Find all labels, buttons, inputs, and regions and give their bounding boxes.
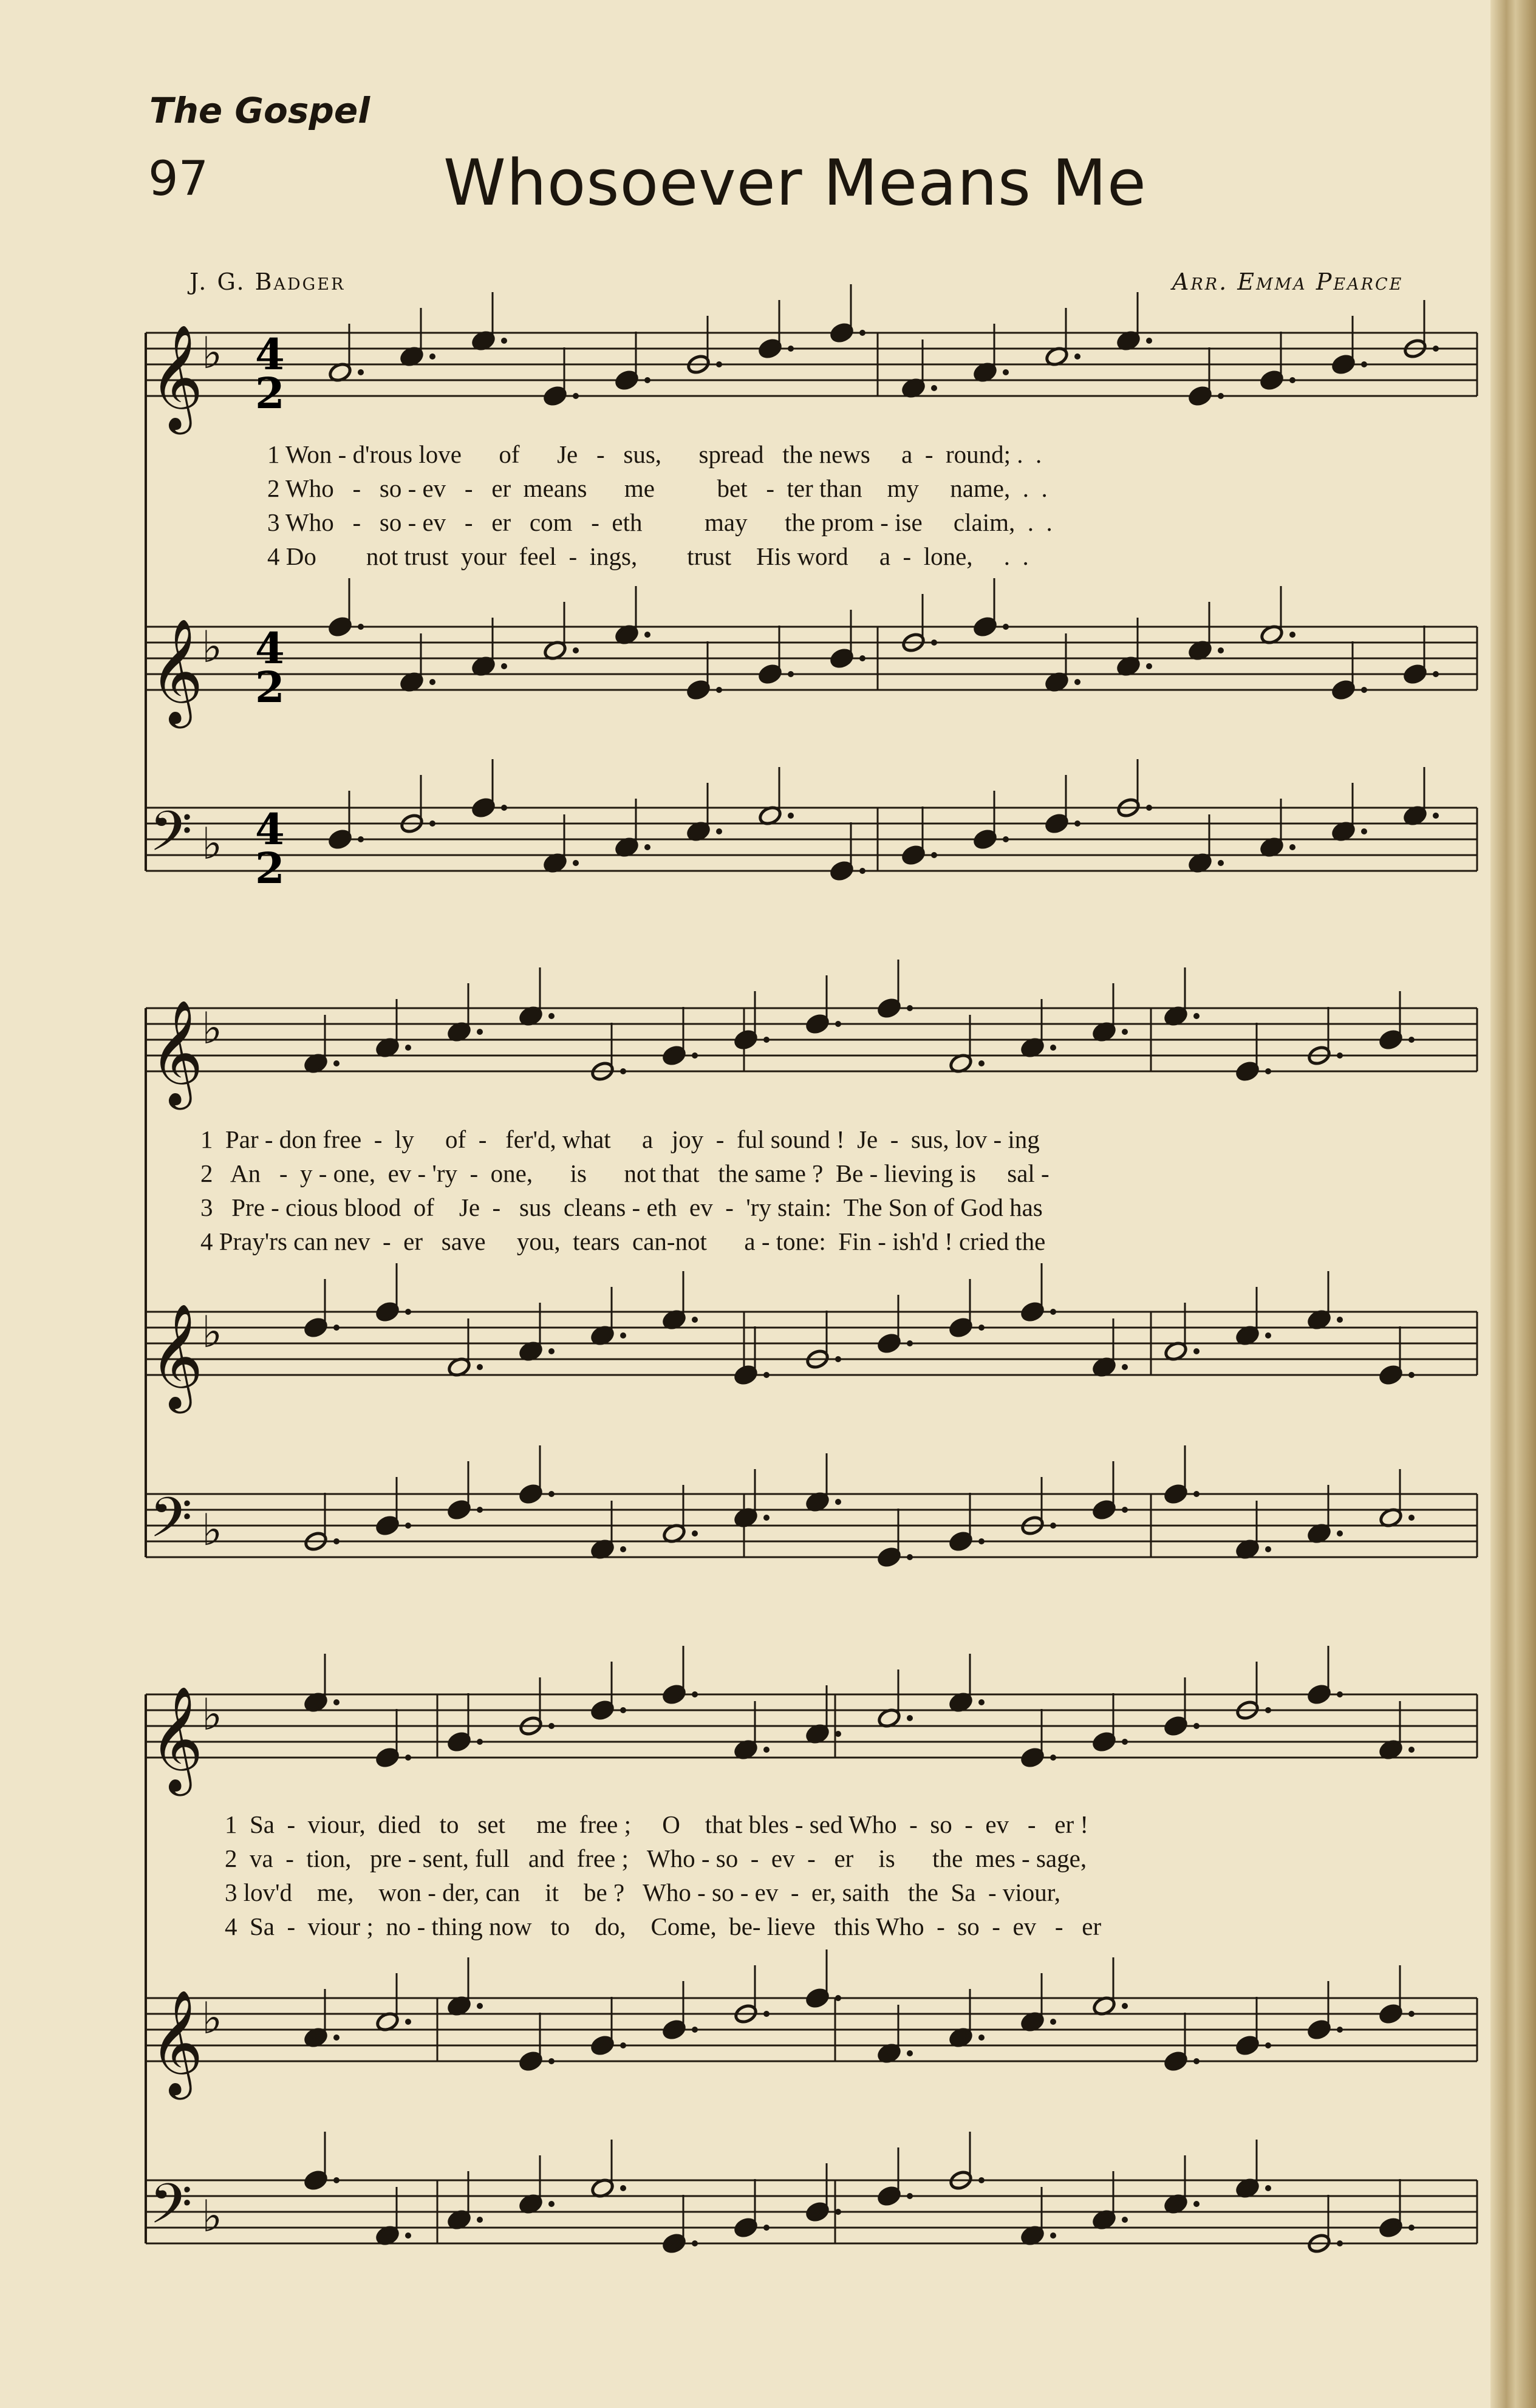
time-sig-bottom-staff3: 2 [255, 843, 285, 893]
lyric-line-verse4-b: 4 Pray'rs can nev - er save you, tears can-not a - tone: Fin - ish'd ! cried the [200, 1227, 1046, 1255]
dot-icon [477, 2003, 483, 2009]
dot-icon [1408, 1372, 1415, 1378]
time-sig-bottom-staff2: 2 [255, 662, 285, 712]
dot-icon [1218, 647, 1224, 653]
hymn-number: 97 [148, 152, 209, 206]
dot-icon [405, 1523, 411, 1529]
dot-icon [1361, 828, 1367, 834]
dot-icon [358, 624, 364, 630]
dot-icon [692, 1317, 698, 1323]
dot-icon [1003, 836, 1009, 842]
dot-icon [931, 385, 937, 391]
dot-icon [1218, 393, 1224, 399]
lyric-line-verse3-a: 3 Who - so - ev - er com - eth may the prom - ise claim, . . [267, 508, 1053, 536]
dot-icon [477, 1739, 483, 1745]
dot-icon [1337, 1530, 1343, 1537]
dot-icon [405, 1309, 411, 1315]
dot-icon [978, 1699, 985, 1705]
time-signature [255, 329, 285, 893]
dot-icon [788, 671, 794, 677]
dot-icon [1218, 860, 1224, 866]
dot-icon [1337, 2027, 1343, 2033]
bass-clef-icon: 𝄢 [149, 1485, 193, 1563]
dot-icon [1074, 820, 1080, 827]
dot-icon [692, 1530, 698, 1537]
dot-icon [1361, 687, 1367, 693]
dot-icon [1122, 2003, 1128, 2009]
dot-icon [1337, 1317, 1343, 1323]
time-sig-top-staff2: 4 [255, 623, 285, 674]
dot-icon [1433, 671, 1439, 677]
dot-icon [644, 632, 650, 638]
dot-icon [978, 2035, 985, 2041]
dot-icon [1193, 2201, 1200, 2207]
dot-icon [907, 1554, 913, 1560]
dot-icon [1003, 624, 1009, 630]
dot-icon [1050, 1523, 1056, 1529]
lyric-line-verse2-a: 2 Who - so - ev - er means me bet - ter than my name, . . [267, 474, 1048, 502]
dot-icon [1337, 1691, 1343, 1697]
dot-icon [1289, 844, 1295, 850]
dot-icon [477, 1507, 483, 1513]
dot-icon [477, 2217, 483, 2223]
dot-icon [548, 1723, 555, 1729]
dot-icon [1289, 377, 1295, 383]
dot-icon [1050, 2019, 1056, 2025]
lyric-line-verse2-b: 2 An - y - one, ev - 'ry - one, is not that the same ? Be - lieving is sal - [200, 1159, 1050, 1187]
flat-icon: ♭ [202, 1993, 222, 2044]
dot-icon [788, 346, 794, 352]
dot-icon [548, 1491, 555, 1497]
dot-icon [763, 2011, 770, 2017]
dot-icon [1122, 1029, 1128, 1035]
dot-icon [477, 1364, 483, 1370]
dot-icon [405, 1045, 411, 1051]
dot-icon [859, 330, 865, 336]
dot-icon [333, 1060, 340, 1066]
lyric-line-verse1-c: 1 Sa - viour, died to set me free ; O that bles - sed Who - so - ev - er ! [225, 1810, 1089, 1838]
dot-icon [1361, 361, 1367, 367]
dot-icon [716, 687, 722, 693]
dot-icon [1408, 1037, 1415, 1043]
dot-icon [429, 820, 435, 827]
dot-icon [788, 813, 794, 819]
flat-icon: ♭ [202, 2191, 222, 2242]
time-sig-top-staff3: 4 [255, 804, 285, 854]
dot-icon [620, 1068, 626, 1074]
dot-icon [620, 1546, 626, 1552]
lyric-line-verse3-c: 3 lov'd me, won - der, can it be ? Who - so - ev - er, saith the Sa - viour, [225, 1878, 1061, 1906]
dot-icon [1265, 1068, 1271, 1074]
dot-icon [1050, 1309, 1056, 1315]
dot-icon [1122, 2217, 1128, 2223]
lyric-line-verse1-b: 1 Par - don free - ly of - fer'd, what a joy - ful sound ! Je - sus, lov - ing [200, 1125, 1040, 1153]
treble-clef-icon: 𝄞 [149, 618, 203, 724]
dot-icon [931, 640, 937, 646]
dot-icon [333, 2035, 340, 2041]
dot-icon [1122, 1739, 1128, 1745]
dot-icon [1193, 1013, 1200, 1019]
dot-icon [333, 1538, 340, 1544]
dot-icon [1146, 663, 1152, 669]
dot-icon [405, 2232, 411, 2239]
author-credit: J. G. Badger [189, 268, 346, 295]
lyric-line-verse3-b: 3 Pre - cious blood of Je - sus cleans - eth ev - 'ry stain: The Son of God has [200, 1193, 1043, 1221]
dot-icon [907, 2193, 913, 2199]
dot-icon [931, 852, 937, 858]
dot-icon [1193, 1491, 1200, 1497]
dot-icon [978, 2177, 985, 2183]
dot-icon [835, 1021, 841, 1027]
arranger-credit: Arr. Emma Pearce [1172, 268, 1404, 295]
bass-clef-icon: 𝄢 [149, 799, 193, 877]
dot-icon [1146, 805, 1152, 811]
flat-icon: ♭ [202, 621, 222, 672]
dot-icon [573, 393, 579, 399]
dot-icon [548, 2201, 555, 2207]
treble-clef-icon: 𝄞 [149, 1000, 203, 1105]
treble-clef-icon: 𝄞 [149, 1990, 203, 2095]
dot-icon [429, 353, 435, 360]
dot-icon [1265, 1707, 1271, 1713]
dot-icon [429, 679, 435, 685]
dot-icon [907, 1340, 913, 1346]
dot-icon [716, 828, 722, 834]
dot-icon [548, 1013, 555, 1019]
dot-icon [573, 860, 579, 866]
flat-icon: ♭ [202, 1504, 222, 1555]
dot-icon [1408, 1747, 1415, 1753]
dot-icon [978, 1060, 985, 1066]
dot-icon [333, 1325, 340, 1331]
flat-icon: ♭ [202, 1003, 222, 1054]
dot-icon [835, 1731, 841, 1737]
dot-icon [548, 2058, 555, 2064]
dot-icon [907, 2050, 913, 2056]
dot-icon [1337, 2240, 1343, 2246]
dot-icon [692, 1691, 698, 1697]
dot-icon [1050, 2232, 1056, 2239]
lyric-line-verse4-a: 4 Do not trust your feel - ings, trust His word a - lone, . . [267, 542, 1029, 570]
dot-icon [620, 2185, 626, 2191]
dot-icon [1146, 338, 1152, 344]
dot-icon [501, 805, 507, 811]
flat-icon: ♭ [202, 1689, 222, 1740]
dot-icon [978, 1538, 985, 1544]
dot-icon [1265, 1546, 1271, 1552]
dot-icon [358, 369, 364, 375]
dot-icon [1193, 2058, 1200, 2064]
dot-icon [620, 1332, 626, 1339]
dot-icon [1408, 2225, 1415, 2231]
dot-icon [1265, 1332, 1271, 1339]
dot-icon [692, 2027, 698, 2033]
dot-icon [716, 361, 722, 367]
dot-icon [620, 2042, 626, 2048]
treble-clef-icon: 𝄞 [149, 1303, 203, 1409]
dot-icon [692, 2240, 698, 2246]
dot-icon [501, 338, 507, 344]
dot-icon [1122, 1364, 1128, 1370]
dot-icon [1122, 1507, 1128, 1513]
dot-icon [859, 655, 865, 661]
dot-icon [763, 1037, 770, 1043]
dot-icon [620, 1707, 626, 1713]
time-sig-bottom-staff1: 2 [255, 368, 285, 418]
dot-icon [1003, 369, 1009, 375]
dot-icon [333, 2177, 340, 2183]
dot-icon [1408, 1515, 1415, 1521]
dot-icon [907, 1005, 913, 1011]
treble-clef-icon: 𝄞 [149, 324, 203, 430]
dot-icon [859, 868, 865, 874]
dot-icon [1074, 679, 1080, 685]
dot-icon [835, 1356, 841, 1362]
dot-icon [548, 1348, 555, 1354]
dot-icon [1433, 346, 1439, 352]
dot-icon [644, 844, 650, 850]
dot-icon [573, 647, 579, 653]
dot-icon [835, 2209, 841, 2215]
dot-icon [405, 1755, 411, 1761]
dot-icon [835, 1499, 841, 1505]
flat-icon: ♭ [202, 818, 222, 869]
bass-clef-icon: 𝄢 [149, 2172, 193, 2249]
dot-icon [1050, 1755, 1056, 1761]
treble-clef-icon: 𝄞 [149, 1686, 203, 1792]
dot-icon [1074, 353, 1080, 360]
section-label: The Gospel [149, 90, 370, 131]
dot-icon [1050, 1045, 1056, 1051]
dot-icon [1289, 632, 1295, 638]
dot-icon [1193, 1723, 1200, 1729]
lyric-line-verse2-c: 2 va - tion, pre - sent, full and free ; Who - so - ev - er is the mes - sage, [225, 1844, 1087, 1872]
dot-icon [1408, 2011, 1415, 2017]
flat-icon: ♭ [202, 327, 222, 378]
flat-icon: ♭ [202, 1306, 222, 1357]
dot-icon [763, 1747, 770, 1753]
lyric-line-verse1-a: 1 Won - d'rous love of Je - sus, spread the news a - round; . . [267, 440, 1042, 468]
dot-icon [763, 1372, 770, 1378]
dot-icon [1193, 1348, 1200, 1354]
dot-icon [1337, 1052, 1343, 1059]
dot-icon [763, 1515, 770, 1521]
dot-icon [405, 2019, 411, 2025]
dot-icon [501, 663, 507, 669]
dot-icon [1265, 2042, 1271, 2048]
dot-icon [692, 1052, 698, 1059]
dot-icon [358, 836, 364, 842]
dot-icon [1265, 2185, 1271, 2191]
dot-icon [477, 1029, 483, 1035]
dot-icon [978, 1325, 985, 1331]
dot-icon [1433, 813, 1439, 819]
dot-icon [644, 377, 650, 383]
time-sig-top-staff1: 4 [255, 329, 285, 380]
dot-icon [763, 2225, 770, 2231]
lyric-line-verse4-c: 4 Sa - viour ; no - thing now to do, Come, be- lieve this Who - so - ev - er [225, 1912, 1102, 1940]
dot-icon [333, 1699, 340, 1705]
dot-icon [907, 1715, 913, 1721]
dot-icon [835, 1995, 841, 2001]
hymn-title: Whosoever Means Me [443, 146, 1147, 220]
